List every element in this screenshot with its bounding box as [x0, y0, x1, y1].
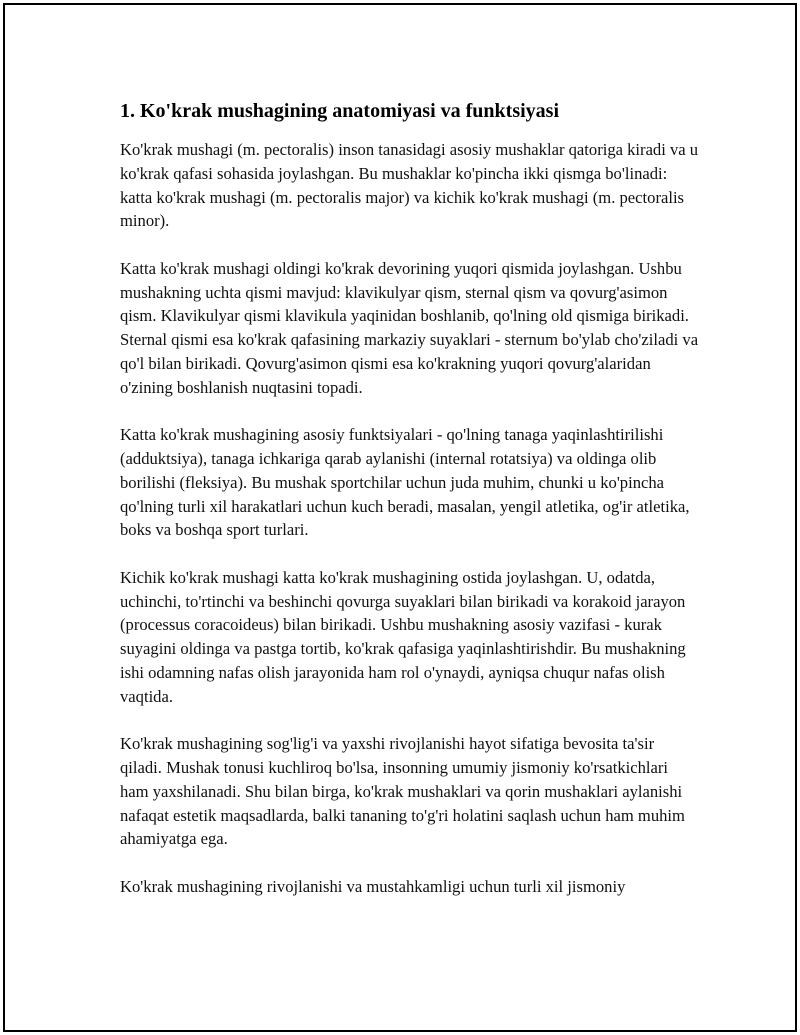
- paragraph-major-function: Katta ko'krak mushagining asosiy funktsiyalari - qo'lning tanaga yaqinlashtirilishi (adduktsiya), tanaga ichkariga qarab aylanishi (internal rotatsiya) va oldinga olib borilishi (fleksiya). Bu mushak sportchilar uchun juda muhim, chunki u ko'pincha qo'lning turli xil harakatlari uchun kuch beradi, masalan, yengil atletika, og'ir atletika, boks va boshqa sport turlari.: [120, 425, 690, 540]
- document-content: [120, 97, 700, 922]
- paragraph-major-anatomy: Katta ko'krak mushagi oldingi ko'krak devorining yuqori qismida joylashgan. Ushbu mushakning uchta qismi mavjud: klavikulyar qism, sternal qism va qovurg'asimon qism. Klavikulyar qismi klavikula yaqinidan boshlanib, qo'lning old qismiga birikadi. Sternal qismi esa ko'krak qafasining markaziy suyaklari - sternum bo'ylab cho'ziladi va qo'l bilan birikadi. Qovurg'asimon qismi esa ko'krakning yuqori qovurg'alaridan o'zining boshlanish nuqtasini topadi.: [120, 258, 699, 397]
- document-page: [3, 3, 797, 1032]
- paragraph-intro: Ko'krak mushagi (m. pectoralis) inson tanasidagi asosiy mushaklar qatoriga kiradi va u ko'krak qafasi sohasida joylashgan. Bu mushaklar ko'pincha ikki qismga bo'linadi: katta ko'krak mushagi (m. pectoralis major) va kichik ko'krak mushagi (m. pectoralis minor).: [120, 140, 699, 231]
- section-heading: 1. Ko'krak mushagining anatomiyasi va funktsiyasi: [120, 100, 559, 122]
- paragraph-development: Ko'krak mushagining rivojlanishi va mustahkamligi uchun turli xil jismoniy: [120, 876, 626, 896]
- paragraph-health: Ko'krak mushagining sog'lig'i va yaxshi rivojlanishi hayot sifatiga bevosita ta'sir qiladi. Mushak tonusi kuchliroq bo'lsa, insonning umumiy jismoniy ko'rsatkichlari ham yaxshilanadi. Shu bilan birga, ko'krak mushaklari va qorin mushaklari aylanishi nafaqat estetik maqsadlarda, balki tananing to'g'ri holatini saqlash uchun ham muhim ahamiyatga ega.: [120, 734, 685, 849]
- paragraph-minor-muscle: Kichik ko'krak mushagi katta ko'krak mushagining ostida joylashgan. U, odatda, uchinchi, to'rtinchi va beshinchi qovurga suyaklari bilan birikadi va korakoid jarayon (processus coracoideus) bilan birikadi. Ushbu mushakning asosiy vazifasi - kurak suyagini oldinga va pastga tortib, ko'krak qafasiga yaqinlashtirishdir. Bu mushakning ishi odamning nafas olish jarayonida ham rol o'ynaydi, ayniqsa chuqur nafas olish vaqtida.: [120, 567, 686, 706]
